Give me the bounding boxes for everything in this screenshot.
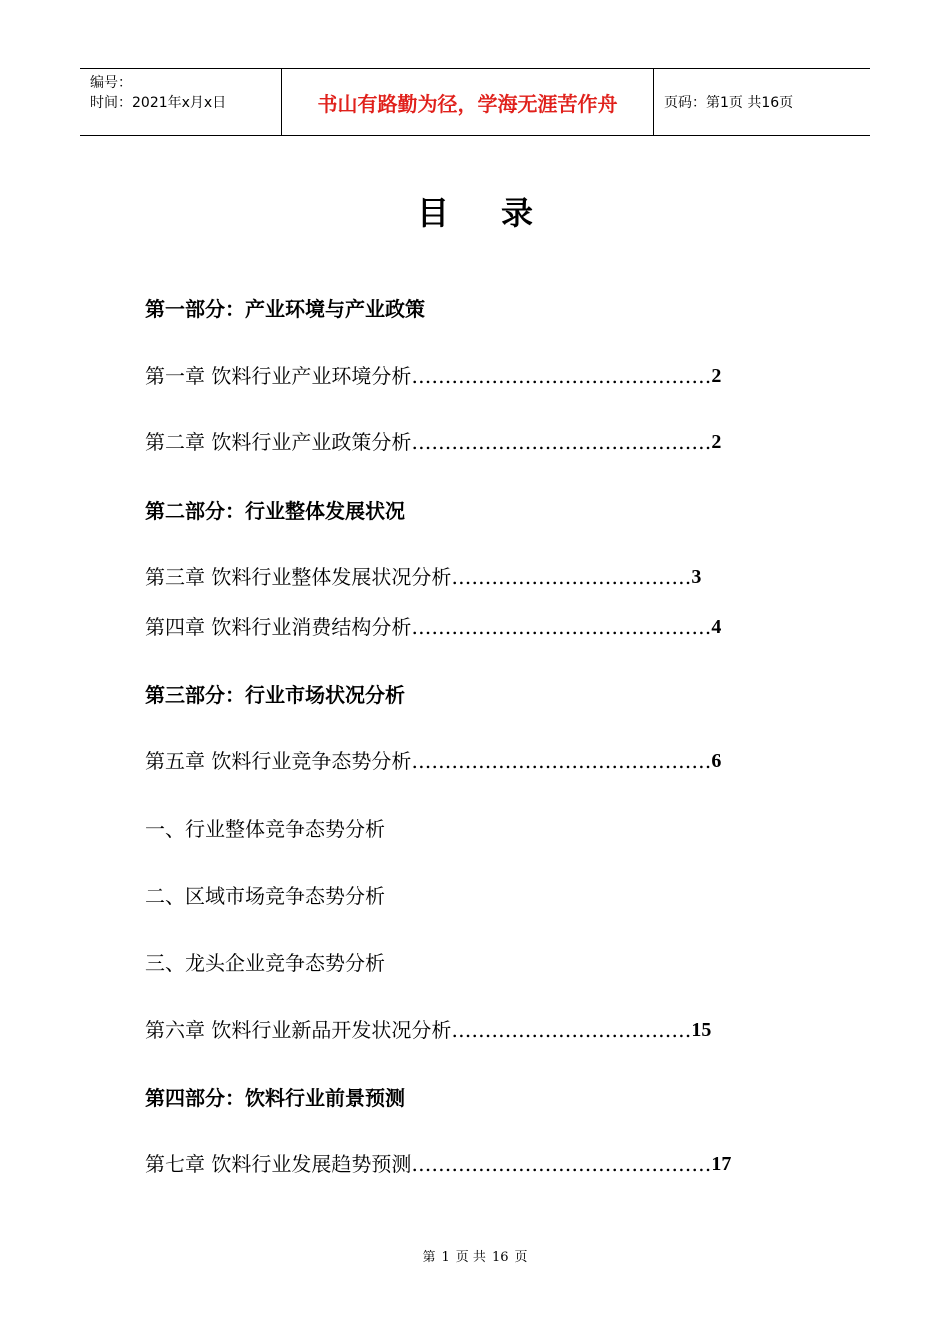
toc-leader-dots: ………………………………………: [411, 749, 712, 773]
toc-chapter-3[interactable]: [145, 562, 701, 592]
header-page-info: 页码：第1页 共16页: [664, 95, 794, 111]
page-footer: [0, 1246, 950, 1265]
toc-part-1[interactable]: 第一部分：产业环境与产业政策: [145, 297, 425, 321]
toc-page-number: 2: [711, 431, 722, 453]
toc-page-number: 3: [691, 566, 702, 588]
toc-chapter-5[interactable]: [145, 746, 721, 776]
toc-chapter-label: 第五章 饮料行业竞争态势分析: [145, 749, 412, 773]
footer-prefix: 第: [422, 1250, 436, 1265]
toc-chapter-label: 第二章 饮料行业产业政策分析: [145, 430, 412, 454]
toc-section-2[interactable]: 二、区域市场竞争态势分析: [145, 884, 385, 908]
toc-part-3[interactable]: 第三部分：行业市场状况分析: [145, 683, 405, 707]
toc-page-number: 6: [711, 750, 722, 772]
toc-section-3[interactable]: 三、龙头企业竞争态势分析: [145, 951, 385, 975]
toc-leader-dots: ………………………………: [451, 1018, 692, 1042]
footer-current-page: 1: [441, 1250, 450, 1265]
toc-chapter-label: 第四章 饮料行业消费结构分析: [145, 615, 412, 639]
footer-suffix: 页: [514, 1250, 528, 1265]
toc-leader-dots: ………………………………………: [411, 1152, 712, 1176]
toc-chapter-label: 第一章 饮料行业产业环境分析: [145, 364, 412, 388]
toc-leader-dots: ………………………………………: [411, 364, 712, 388]
page-header: [80, 68, 870, 136]
toc-chapter-4[interactable]: [145, 612, 721, 642]
toc-chapter-label: 第三章 饮料行业整体发展状况分析: [145, 565, 452, 589]
toc-chapter-7[interactable]: [145, 1149, 731, 1179]
footer-mid: 页 共: [455, 1250, 486, 1265]
toc-page-number: 15: [691, 1019, 712, 1041]
toc-chapter-1[interactable]: [145, 361, 721, 391]
toc-part-2[interactable]: 第二部分：行业整体发展状况: [145, 499, 405, 523]
toc-leader-dots: ………………………………: [451, 565, 692, 589]
toc-title: 目录: [416, 194, 585, 232]
toc-leader-dots: ………………………………………: [411, 430, 712, 454]
toc-page-number: 4: [711, 616, 722, 638]
toc-chapter-6[interactable]: [145, 1015, 711, 1045]
header-motto: 书山有路勤为径，学海无涯苦作舟: [282, 69, 654, 135]
toc-part-4[interactable]: 第四部分：饮料行业前景预测: [145, 1086, 405, 1110]
document-time-label: 时间：2021年x月x日: [90, 95, 227, 111]
toc-page-number: 2: [711, 365, 722, 387]
toc-chapter-label: 第七章 饮料行业发展趋势预测: [145, 1152, 412, 1176]
toc-leader-dots: ………………………………………: [411, 615, 712, 639]
toc-section-1[interactable]: 一、行业整体竞争态势分析: [145, 817, 385, 841]
toc-chapter-2[interactable]: [145, 427, 721, 457]
toc-chapter-label: 第六章 饮料行业新品开发状况分析: [145, 1018, 452, 1042]
footer-total-pages: 16: [491, 1250, 509, 1265]
header-meta: [80, 69, 282, 135]
toc-page-number: 17: [711, 1153, 732, 1175]
document-number-label: 编号：: [90, 75, 132, 91]
